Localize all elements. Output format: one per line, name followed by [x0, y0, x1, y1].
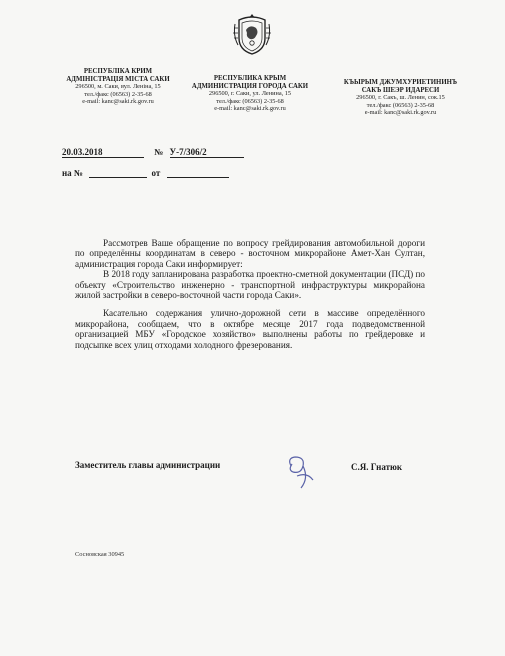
header-right-address: 296500, г. Сакъ, ш. Ленин, сок.15	[356, 94, 445, 102]
header-right-email: e-mail: kanc@saki.rk.gov.ru	[364, 109, 437, 117]
header-block-ukrainian	[58, 68, 178, 106]
reference-date-blank	[167, 168, 229, 178]
header-block-russian	[185, 75, 315, 113]
body-paragraph-1: Рассмотрев Ваше обращение по вопросу грейдирования автомобильной дороги по определённы координатам в северо - восточном микрорайоне Амет-Хан Султан, администрация города Саки информирует:	[75, 238, 425, 269]
signatory-name: С.Я. Гнатюк	[351, 462, 403, 472]
outgoing-number: У-7/306/2	[170, 147, 244, 158]
header-center-phone: тел./факс (06563) 2-35-68	[216, 97, 284, 105]
header-left-email: e-mail: kanc@saki.rk.gov.ru	[82, 98, 154, 106]
outgoing-registration	[62, 147, 244, 158]
header-right-country: КЪЫРЫМ ДЖУМХУРИЕТИНИНЪ	[343, 79, 458, 86]
header-left-org: АДМІНІСТРАЦІЯ МІСТА САКИ	[66, 75, 170, 83]
signatory-title: Заместитель главы администрации	[75, 460, 221, 470]
header-center-country: РЕСПУБЛИКА КРЫМ	[213, 75, 287, 82]
body-paragraph-3: Касательно содержания улично-дорожной сети в массиве определённого микрорайона, сообщаем, что в октябре месяце 2017 года подведомственной организацией МБУ «Городское хозяйство» выполнены работы по грейдеровке и подсыпке всех улиц отходами холодного фрезерования.	[75, 308, 425, 350]
header-right-org: САКЪ ШЕЭР ИДАРЕСИ	[361, 86, 440, 94]
letter-body	[75, 238, 425, 350]
executor-note: Сосновская 30945	[75, 551, 125, 558]
handwritten-signature	[283, 452, 319, 492]
header-block-crimean-tatar	[333, 79, 468, 117]
header-center-email: e-mail: kanc@saki.rk.gov.ru	[214, 105, 286, 113]
reference-number-blank	[89, 168, 147, 178]
body-paragraph-2: В 2018 году запланирована разработка проектно-сметной документации (ПСД) по объекту «Строительство инженерно - транспортной инфраструктуры микрорайона жилой застройки в северо-восточной части города Саки».	[75, 269, 425, 301]
reference-label: на №	[62, 168, 83, 178]
header-center-org: АДМИНИСТРАЦИЯ ГОРОДА САКИ	[191, 82, 309, 90]
from-label: от	[151, 168, 161, 178]
header-center-address: 296500, г. Саки, ул. Ленина, 15	[208, 90, 292, 98]
header-left-phone: тел./факс (06563) 2-35-68	[84, 90, 152, 98]
header-right-phone: тел./факс (06563) 2-35-68	[366, 101, 435, 109]
coat-of-arms-icon	[232, 12, 272, 56]
header-left-country: РЕСПУБЛІКА КРИМ	[83, 68, 153, 75]
incoming-reference	[62, 168, 229, 178]
header-left-address: 296500, м. Саки, вул. Леніна, 15	[75, 83, 161, 91]
number-label: №	[154, 147, 164, 157]
outgoing-date: 20.03.2018	[62, 147, 144, 158]
